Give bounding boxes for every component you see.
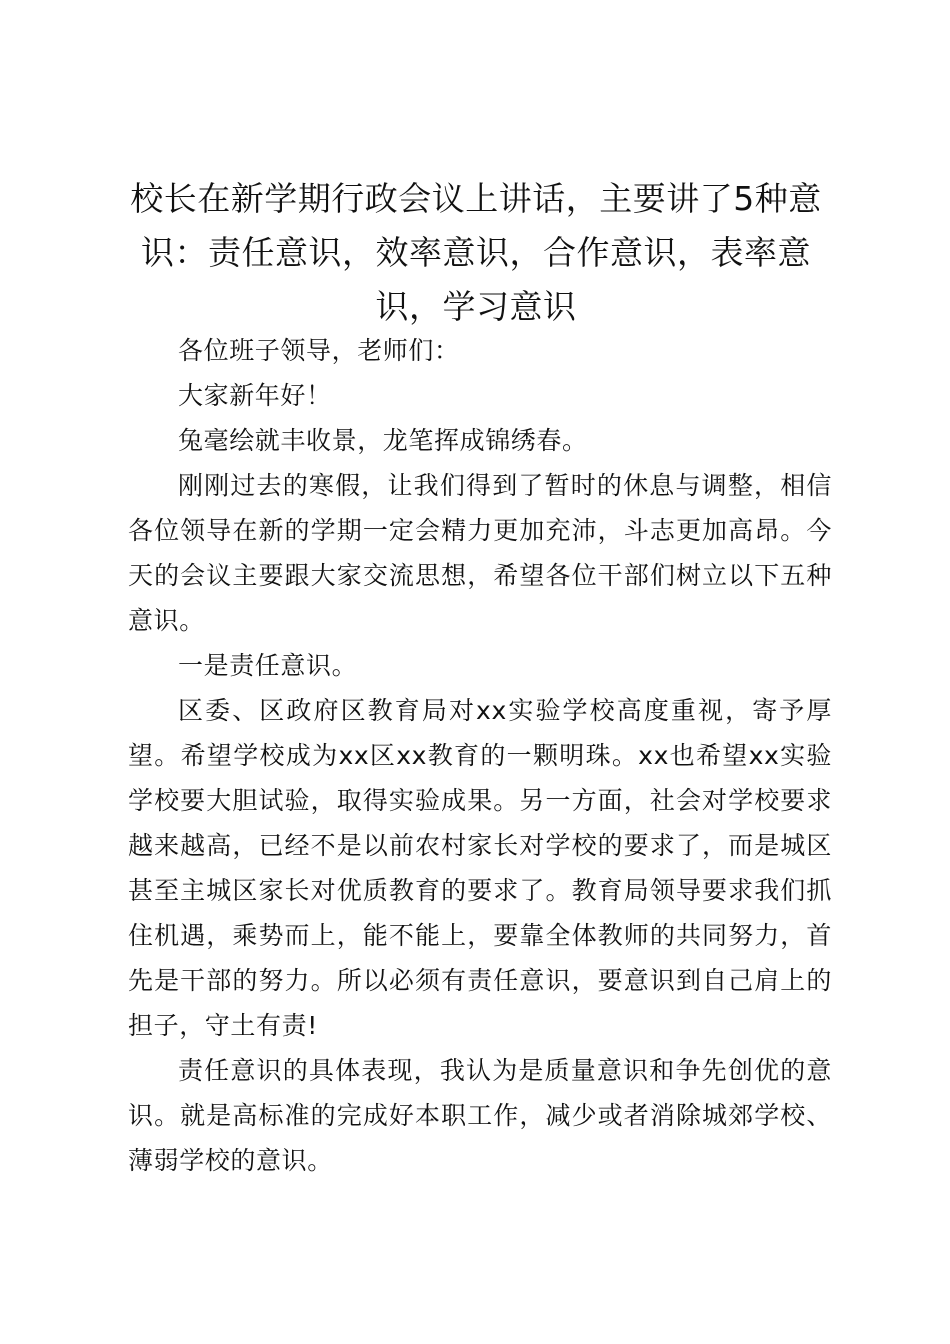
couplet-line: 兔毫绘就丰收景，龙笔挥成锦绣春。 xyxy=(178,426,588,455)
intro-paragraph: 刚刚过去的寒假，让我们得到了暂时的休息与调整，相信各位领导在新的学期一定会精力更加充沛，斗志更加高昂。今天的会议主要跟大家交流思想，希望各位干部们树立以下五种意识。 xyxy=(128,471,832,635)
document-title: 校长在新学期行政会议上讲话，主要讲了5种意识：责任意识，效率意识，合作意识，表率意识，学习意识 xyxy=(130,179,822,326)
greeting: 大家新年好！ xyxy=(178,381,332,410)
document-body xyxy=(128,328,832,1183)
responsibility-paragraph: 区委、区政府区教育局对xx实验学校高度重视，寄予厚望。希望学校成为xx区xx教育的一颗明珠。xx也希望xx实验学校要大胆试验，取得实验成果。另一方面，社会对学校要求越来越高，已经不是以前农村家长对学校的要求了，而是城区甚至主城区家长对优质教育的要求了。教育局领导要求我们抓住机遇，乘势而上，能不能上，要靠全体教师的共同努力，首先是干部的努力。所以必须有责任意识，要意识到自己肩上的担子，守土有责! xyxy=(128,696,832,1040)
responsibility-detail-paragraph: 责任意识的具体表现，我认为是质量意识和争先创优的意识。就是高标准的完成好本职工作，减少或者消除城郊学校、薄弱学校的意识。 xyxy=(128,1056,832,1175)
section-heading-responsibility: 一是责任意识。 xyxy=(178,651,358,680)
salutation: 各位班子领导，老师们： xyxy=(178,336,460,365)
